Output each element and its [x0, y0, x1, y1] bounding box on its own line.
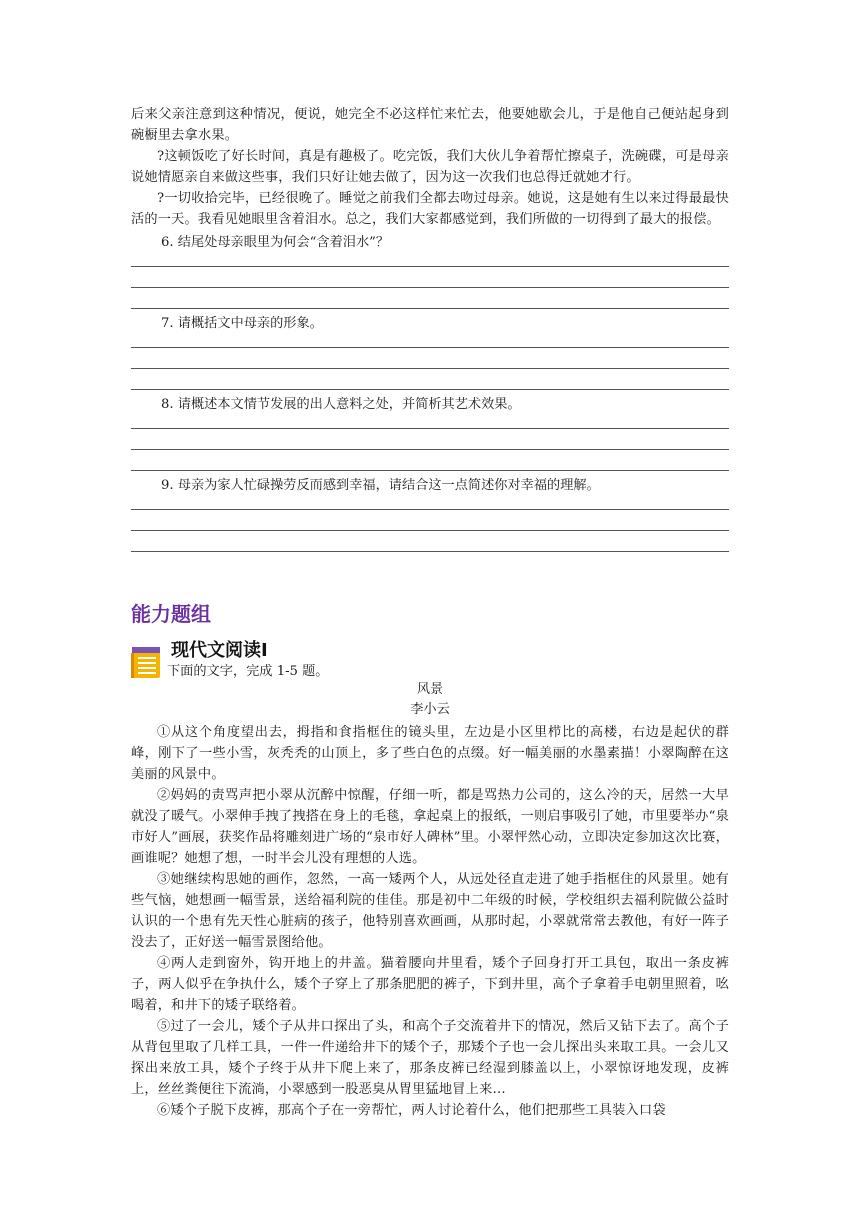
answer-line: [131, 450, 729, 471]
question-text: 7. 请概括文中母亲的形象。: [161, 316, 323, 331]
answer-line: [131, 340, 729, 348]
answer-area[interactable]: [131, 259, 729, 309]
question-9: [131, 475, 729, 552]
paragraph-2: ?这顿饭吃了好长时间，真是有趣极了。吃完饭，我们大伙儿争着帮忙擦桌子，洗碗碟，可是母亲说她情愿亲自来做这些事，我们只好让她去做了，因为这一次我们也总得迁就她才行。: [131, 149, 729, 185]
section-title: 能力题组: [131, 602, 211, 626]
answer-line: [131, 531, 729, 552]
question-text: 6. 结尾处母亲眼里为何会“含着泪水”？: [161, 235, 390, 250]
answer-line: [131, 259, 729, 267]
answer-area[interactable]: [131, 421, 729, 471]
story-paragraph: ④两人走到窗外，钩开地上的井盖。猫着腰向井里看，矮个子回身打开工具包，取出一条皮裤子，两人似乎在争执什么，矮个子穿上了那条肥肥的裤子，下到井里，高个子拿着手电朝里照着，吆喝着，和井下的矮子联络着。: [131, 956, 729, 1013]
subsection-title: 现代文阅读Ⅰ: [171, 640, 268, 661]
reading-passage-end: [131, 104, 729, 552]
paragraph-1: 后来父亲注意到这种情况，便说，她完全不必这样忙来忙去，他要她歇会儿，于是他自己便站起身到碗橱里去拿水果。: [131, 107, 729, 143]
book-icon: [131, 644, 163, 680]
paragraph-3: ?一切收拾完毕，已经很晚了。睡觉之前我们全都去吻过母亲。她说，这是她有生以来过得最最快活的一天。我看见她眼里含着泪水。总之，我们大家都感觉到，我们所做的一切得到了最大的报偿。: [131, 191, 729, 227]
question-text: 9. 母亲为家人忙碌操劳反而感到幸福，请结合这一点简述你对幸福的理解。: [161, 478, 600, 493]
answer-line: [131, 429, 729, 450]
question-text: 8. 请概述本文情节发展的出人意料之处，并简析其艺术效果。: [161, 397, 521, 412]
instruction-text: 下面的文字，完成 1-5 题。: [167, 664, 329, 679]
question-8: [131, 394, 729, 471]
subsection-header: [131, 636, 729, 680]
answer-area[interactable]: [131, 340, 729, 390]
story-passage: [131, 680, 729, 1121]
answer-line: [131, 421, 729, 429]
answer-line: [131, 369, 729, 390]
answer-line: [131, 288, 729, 309]
story-paragraph: ⑥矮个子脱下皮裤，那高个子在一旁帮忙，两人讨论着什么，他们把那些工具装入口袋: [157, 1103, 666, 1118]
answer-line: [131, 267, 729, 288]
answer-line: [131, 510, 729, 531]
answer-line: [131, 502, 729, 510]
story-paragraph: ②妈妈的责骂声把小翠从沉醉中惊醒，仔细一听，都是骂热力公司的，这么冷的天，居然一大早就没了暖气。小翠伸手拽了拽搭在身上的毛毯，拿起桌上的报纸，一则启事吸引了她，市里要举办“泉市好人”画展，获奖作品将雕刻进广场的“泉市好人碑林”里。小翠怦然心动，立即决定参加这次比赛，画谁呢？她想了想，一时半会儿没有理想的人选。: [131, 788, 729, 866]
story-author: 李小云: [410, 702, 450, 717]
answer-line: [131, 348, 729, 369]
story-paragraph: ⑤过了一会儿，矮个子从井口探出了头，和高个子交流着井下的情况，然后又钻下去了。高个子从背包里取了几样工具，一件一件递给井下的矮个子，那矮个子也一会儿探出头来取工具。一会儿又探出来放工具，矮个子终于从井下爬上来了，那条皮裤已经湿到膝盖以上，小翠惊讶地发现，皮裤上，丝丝粪便往下流淌，小翠感到一股恶臭从胃里猛地冒上来…: [131, 1019, 729, 1097]
question-7: [131, 313, 729, 390]
story-paragraph: ①从这个角度望出去，拇指和食指框住的镜头里，左边是小区里栉比的高楼，右边是起伏的群峰，刚下了一些小雪，灰秃秃的山顶上，多了些白色的点缀。好一幅美丽的水墨素描！小翠陶醉在这美丽的风景中。: [131, 725, 729, 782]
answer-area[interactable]: [131, 502, 729, 552]
story-paragraph: ③她继续构思她的画作，忽然，一高一矮两个人，从远处径直走进了她手指框住的风景里。她有些气恼，她想画一幅雪景，送给福利院的佳佳。那是初中二年级的时候，学校组织去福利院做公益时认识的一个患有先天性心脏病的孩子，他特别喜欢画画，从那时起，小翠就常常去教他，有好一阵子没去了，正好送一幅雪景图给他。: [131, 872, 729, 950]
question-6: [131, 232, 729, 309]
story-title: 风景: [416, 682, 444, 697]
